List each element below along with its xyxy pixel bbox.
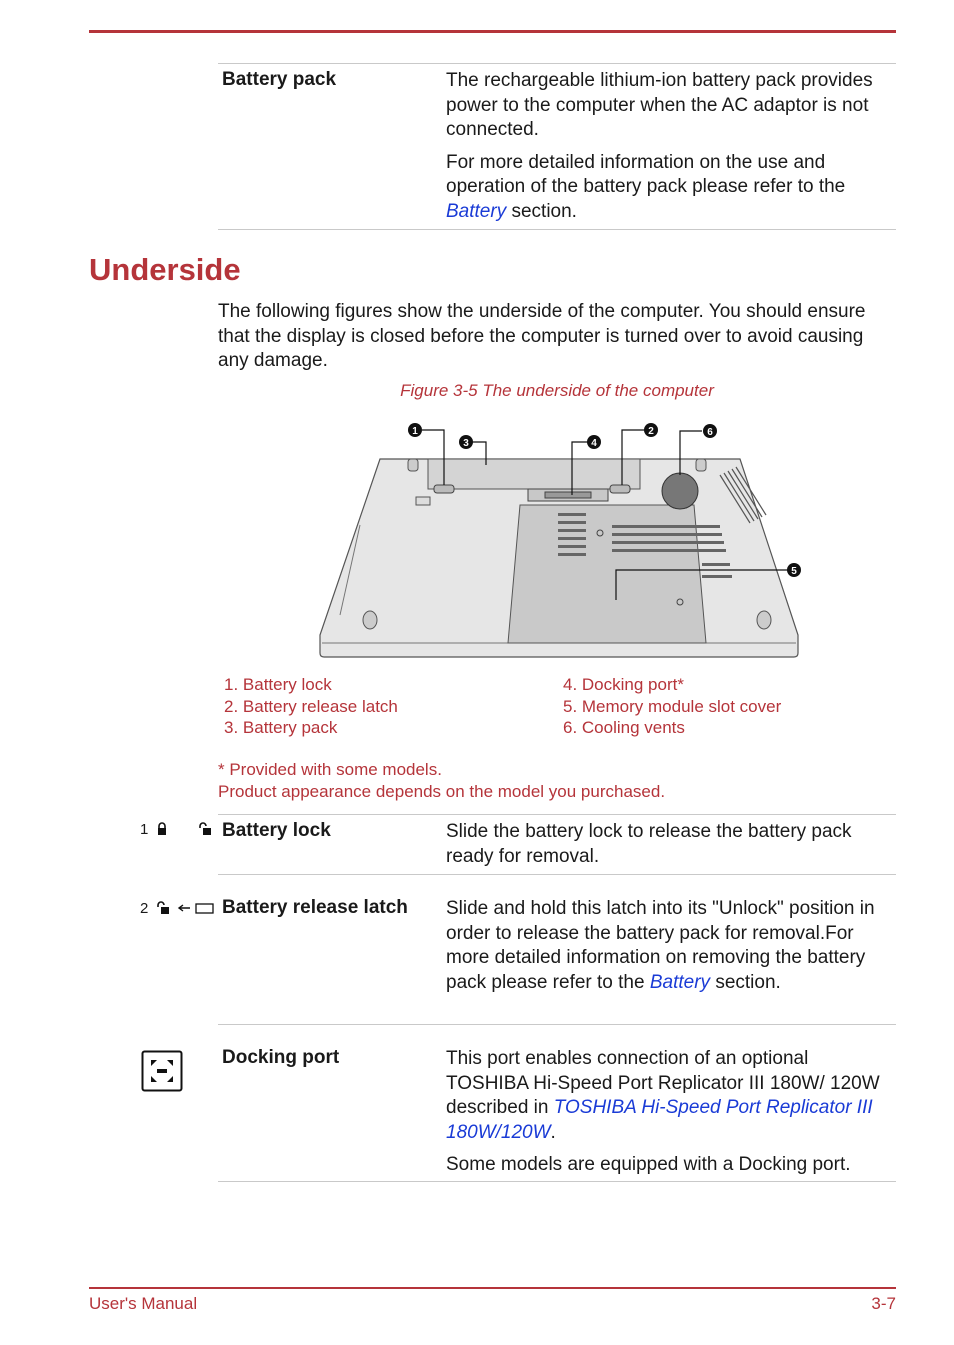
row-divider [218, 229, 896, 230]
legend-left [224, 674, 398, 739]
table-row-battery-release-latch [218, 874, 896, 1025]
footer-title: User's Manual [89, 1294, 198, 1313]
battery-release-latch [610, 485, 630, 493]
table-row-battery-lock [218, 814, 896, 874]
callout-3: 3 [463, 438, 469, 449]
callout-5: 5 [791, 566, 797, 577]
small-slot [416, 497, 430, 505]
docking-port-icon [141, 1050, 183, 1092]
row-divider [218, 1181, 896, 1182]
icon-number: 1 [140, 821, 149, 838]
battery-latch-icons [140, 900, 215, 917]
desc-battery-release-latch [446, 897, 892, 995]
callout-4: 4 [591, 438, 597, 449]
unlocked-padlock-icon [197, 822, 213, 836]
desc-battery-pack [446, 69, 892, 232]
table-row-battery-pack [218, 63, 896, 230]
legend-item: 1. Battery lock [224, 675, 332, 694]
unlocked-padlock-icon [155, 901, 171, 915]
text: This port enables connection of an optional TOSHIBA Hi-Speed Port Replicator III 180W/ 120W described in [446, 1048, 880, 1118]
battery-icon [195, 902, 215, 914]
text: section. [506, 200, 577, 222]
desc-paragraph: The rechargeable lithium-ion battery pack provides power to the computer when the AC adaptor is not connected. [446, 70, 873, 140]
section-title: Underside [89, 252, 241, 287]
text: For more detailed information on the use and operation of the battery pack please refer to the [446, 151, 846, 197]
note-line: * Provided with some models. [218, 760, 442, 779]
text: . [550, 1121, 556, 1143]
figure-caption: Figure 3-5 The underside of the computer [400, 381, 714, 400]
page-number: 3-7 [871, 1294, 896, 1313]
battery-link[interactable]: Battery [649, 971, 711, 993]
header-rule [89, 30, 896, 33]
rear-foot-right [696, 459, 706, 471]
port-replicator-link[interactable]: TOSHIBA Hi-Speed Port Replicator III 180W/120W [446, 1097, 873, 1143]
callout-2: 2 [648, 426, 654, 437]
term-docking-port: Docking port [222, 1047, 340, 1068]
front-foot-left [363, 611, 377, 629]
legend-item: 6. Cooling vents [563, 718, 685, 737]
text: Slide and hold this latch into its "Unlock" position in order to release the battery pack for removal.For more detailed information on removing the battery pack please refer to the [446, 898, 875, 993]
footer-rule [89, 1287, 896, 1289]
table-row-docking-port [218, 1024, 896, 1182]
legend-item: 5. Memory module slot cover [563, 696, 782, 716]
legend-item: 3. Battery pack [224, 718, 338, 737]
figure-note [218, 759, 665, 803]
note-line: Product appearance depends on the model you purchased. [218, 782, 666, 801]
desc-docking-port [446, 1047, 892, 1186]
underside-figure [310, 415, 810, 665]
locked-padlock-icon [155, 822, 169, 836]
icon-number: 2 [140, 900, 149, 917]
term-battery-lock: Battery lock [222, 820, 331, 841]
desc-paragraph: Some models are equipped with a Docking port. [446, 1154, 851, 1175]
legend-item: 4. Docking port* [563, 675, 684, 694]
cooling-vent-fan [662, 473, 698, 509]
callout-1: 1 [412, 426, 418, 437]
battery-pack [428, 459, 640, 489]
legend-right [563, 674, 781, 739]
rear-foot-left [408, 459, 418, 471]
desc-battery-lock: Slide the battery lock to release the battery pack ready for removal. [446, 821, 852, 867]
battery-lock-icons [140, 821, 213, 838]
arrow-left-icon [177, 903, 191, 913]
battery-lock [434, 485, 454, 493]
battery-link[interactable]: Battery [446, 200, 507, 222]
term-battery-release-latch: Battery release latch [222, 897, 408, 918]
desc-paragraph [446, 151, 892, 225]
term-battery-pack: Battery pack [222, 69, 337, 90]
text: section. [710, 971, 781, 993]
callout-6: 6 [707, 427, 713, 438]
front-foot-right [757, 611, 771, 629]
legend-item: 2. Battery release latch [224, 696, 398, 716]
section-intro: The following figures show the underside of the computer. You should ensure that the display is closed before the computer is turned over to avoid causing any damage. [218, 301, 866, 371]
desc-paragraph [446, 1047, 892, 1145]
